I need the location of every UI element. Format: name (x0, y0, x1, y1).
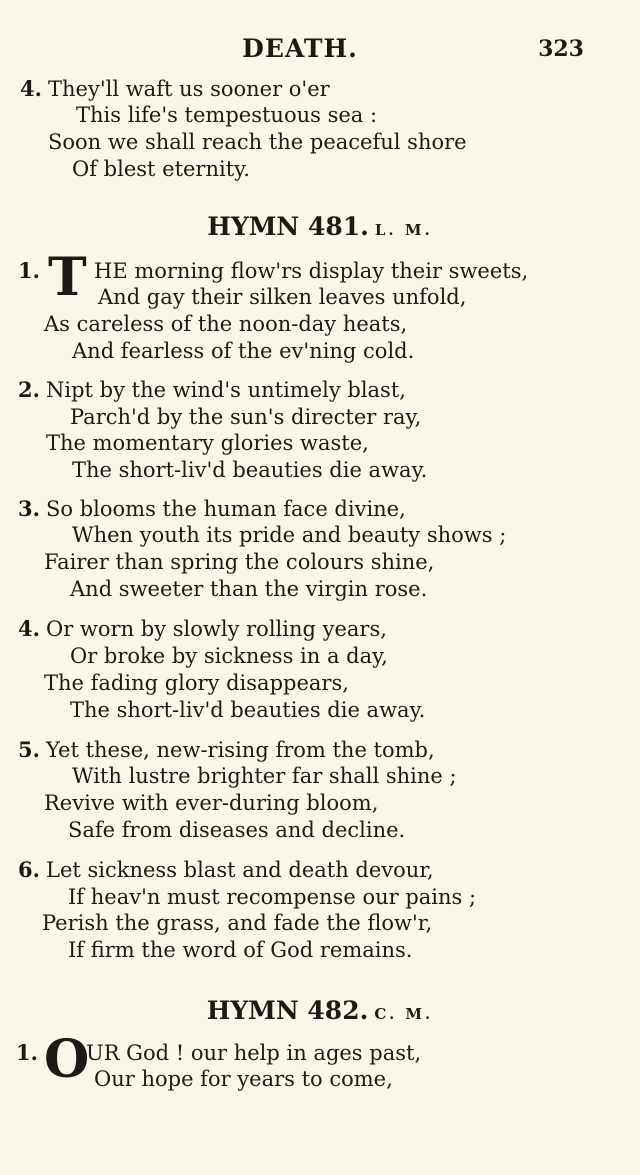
verse-line: Revive with ever-during bloom, (44, 791, 379, 815)
drop-cap: O (44, 1029, 90, 1090)
verse-line: And fearless of the ev'ning cold. (72, 339, 415, 363)
verse-line: As careless of the noon-day heats, (44, 312, 408, 336)
verse-number: 2. (18, 377, 40, 402)
verse-line: 2. Nipt by the wind's untimely blast, (18, 377, 406, 402)
verse-line: This life's tempestuous sea : (76, 103, 378, 127)
page-number: 323 (538, 36, 584, 62)
verse-number: 1. (18, 258, 40, 283)
verse-line: And sweeter than the virgin rose. (70, 577, 428, 601)
verse-line: Of blest eternity. (72, 157, 250, 181)
drop-cap: T (48, 247, 87, 308)
verse-line: The short-liv'd beauties die away. (72, 458, 428, 482)
verse-line: Safe from diseases and decline. (68, 818, 406, 842)
hymn-482-title: HYMN 482. C. M. (206, 996, 434, 1025)
verse-line: 6. Let sickness blast and death devour, (18, 857, 434, 882)
verse-line: 5. Yet these, new-rising from the tomb, (18, 737, 435, 762)
verse-line: Soon we shall reach the peaceful shore (48, 130, 467, 154)
verse-line: If firm the word of God remains. (68, 938, 413, 962)
verse-line: Our hope for years to come, (94, 1067, 393, 1091)
verse-line: Or broke by sickness in a day, (70, 644, 388, 668)
hymn-meter: L. M. (374, 221, 433, 239)
verse-number: 4. (20, 76, 42, 101)
verse-line: If heav'n must recompense our pains ; (68, 885, 477, 909)
verse-line: The short-liv'd beauties die away. (70, 698, 426, 722)
verse-line: UR God ! our help in ages past, (86, 1041, 422, 1065)
verse-line: When youth its pride and beauty shows ; (72, 523, 507, 547)
verse-number: 3. (18, 496, 40, 521)
running-head (0, 34, 640, 68)
verse-line: 3. So blooms the human face divine, (18, 496, 406, 521)
verse-number: 5. (18, 737, 40, 762)
verse-number: 6. (18, 857, 40, 882)
verse-line: Fairer than spring the colours shine, (44, 550, 435, 574)
hymn-meter: C. M. (374, 1005, 434, 1023)
verse-line: With lustre brighter far shall shine ; (72, 764, 457, 788)
verse-line: 4. Or worn by slowly rolling years, (18, 616, 387, 641)
verse-line: HE morning flow'rs display their sweets, (94, 259, 529, 283)
hymn-481-title: HYMN 481. L. M. (207, 212, 433, 241)
verse-line: The momentary glories waste, (46, 431, 369, 455)
verse-line: And gay their silken leaves unfold, (98, 285, 467, 309)
verse-line: 4. They'll waft us sooner o'er (20, 76, 330, 101)
verse-number: 4. (18, 616, 40, 641)
verse-line: Parch'd by the sun's directer ray, (70, 405, 422, 429)
verse-line (16, 1040, 44, 1066)
section-title: DEATH. (242, 34, 358, 63)
verse-number: 1. (16, 1040, 38, 1065)
verse-line (18, 258, 46, 284)
verse-line: Perish the grass, and fade the flow'r, (42, 911, 433, 935)
verse-line: The fading glory disappears, (44, 671, 349, 695)
